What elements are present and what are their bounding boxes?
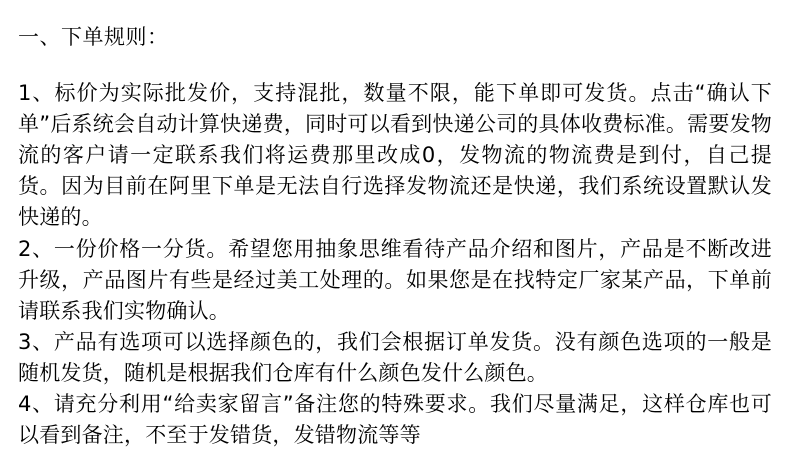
page-title: 一、下单规则： [18,25,169,49]
rule-paragraph-3: 3、产品有选项可以选择颜色的，我们会根据订单发货。没有颜色选项的一般是随机发货，随机是根据我们仓库有什么颜色发什么颜色。 [18,330,772,385]
rule-paragraph-2: 2、一份价格一分货。希望您用抽象思维看待产品介绍和图片，产品是不断改进升级，产品图片有些是经过美工处理的。如果您是在找特定厂家某产品，下单前请联系我们实物确认。 [18,237,772,323]
rule-paragraph-4: 4、请充分利用“给卖家留言”备注您的特殊要求。我们尽量满足，这样仓库也可以看到备注，不至于发错货，发错物流等等 [18,392,772,447]
rule-paragraph-1: 1、标价为实际批发价，支持混批，数量不限，能下单即可发货。点击“确认下单”后系统会自动计算快递费，同时可以看到快递公司的具体收费标准。需要发物流的客户请一定联系我们将运费那里改成0，发物流的物流费是到付，自己提货。因为目前在阿里下单是无法自行选择发物流还是快递，我们系统设置默认发快递的。 [18,81,772,229]
